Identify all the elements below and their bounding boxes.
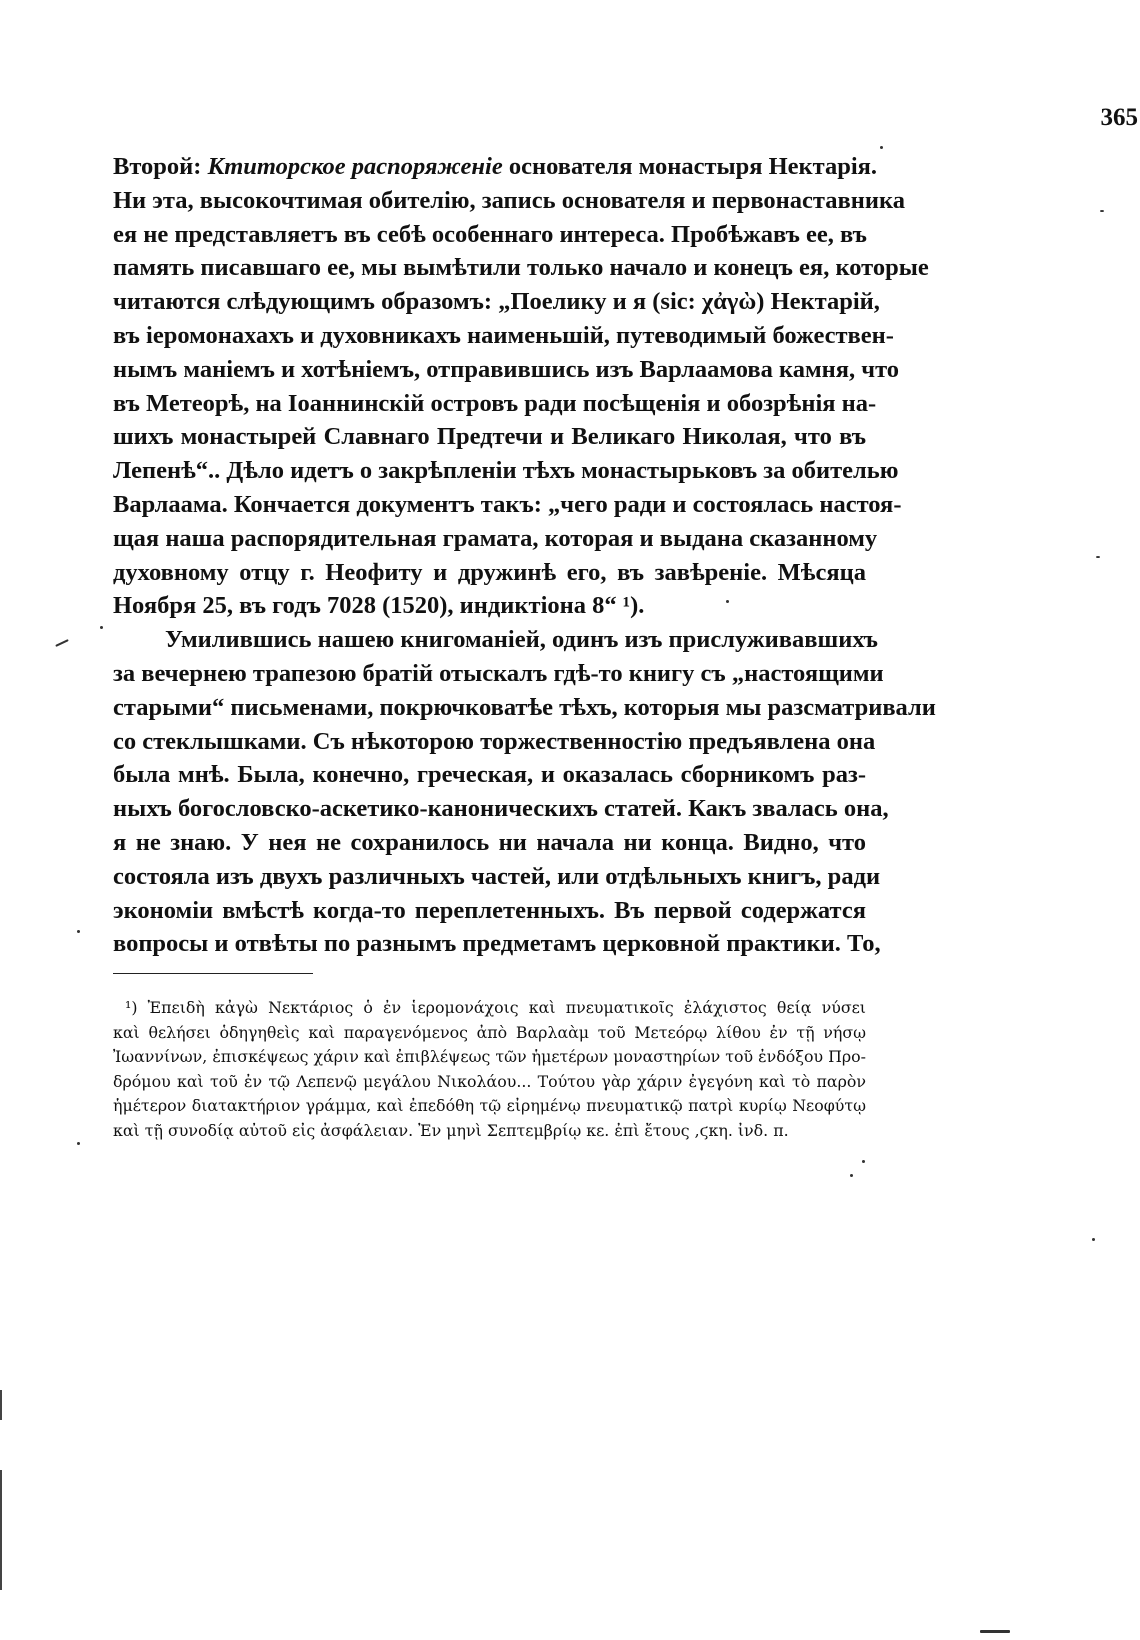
text-line: была мнѣ. Была, конечно, греческая, и оказалась сборникомъ раз- — [113, 761, 866, 789]
scan-speck — [726, 600, 729, 603]
text-line: вопросы и отвѣты по разнымъ предметамъ церковной практики. То, — [113, 930, 881, 958]
text-line — [113, 150, 878, 184]
text-line: Варлаама. Кончается документъ такъ: „чего ради и состоялась настоя- — [113, 490, 902, 518]
text-line: духовному отцу г. Неофиту и дружинѣ его, въ завѣреніе. Мѣсяца — [113, 558, 866, 586]
scan-speck — [880, 146, 883, 149]
footnote-line: δρόμου καὶ τοῦ ἐν τῷ Λεπενῷ μεγάλου Νικολάου... Τούτου γὰρ χάριν ἐγεγόνη καὶ τὸ παρὸν — [113, 1071, 866, 1091]
footnote-line: Ἰωαννίνων, ἐπισκέψεως χάριν καὶ ἐπιβλέψεως τῶν ἡμετέρων μοναστηρίων τοῦ ἐνδόξου Προ- — [113, 1047, 866, 1067]
text-line: память писавшаго ее, мы вымѣтили только начало и конецъ ея, которые — [113, 254, 929, 282]
scan-speck — [1100, 210, 1104, 212]
text-line: Ни эта, высокочтимая обителію, запись основателя и первонаставника — [113, 186, 905, 214]
text-line: нымъ маніемъ и хотѣніемъ, отправившись изъ Варлаамова камня, что — [113, 355, 900, 383]
text-run: Второй: — [113, 153, 208, 180]
text-line: шихъ монастырей Славнаго Предтечи и Великаго Николая, что въ — [113, 423, 866, 451]
footnote-line: καὶ θελήσει ὁδηγηθεὶς καὶ παραγενόμενος ἀπὸ Βαρλαὰμ τοῦ Μετεόρῳ λίθου ἐν τῇ νήσῳ — [113, 1022, 866, 1042]
text-line: состояла изъ двухъ различныхъ частей, или отдѣльныхъ книгъ, ради — [113, 862, 881, 890]
scan-speck — [100, 626, 103, 629]
text-line: за вечернею трапезою братій отыскалъ гдѣ-то книгу съ „настоящими — [113, 659, 884, 687]
italic-title: Ктиторское распоряженіе — [207, 153, 503, 180]
text-line: читаются слѣдующимъ образомъ: „Поелику и я (sic: χἀγὼ) Нектарій, — [113, 288, 880, 316]
footnote-line: ¹) Ἐπειδὴ κἀγὼ Νεκτάριος ὁ ἐν ἱερομονάχοις καὶ πνευματικοῖς ἐλάχιστος θείᾳ νύσει — [125, 998, 866, 1017]
text-line: старыми“ письменами, покрючковатѣе тѣхъ, которыя мы разсматривали — [113, 693, 936, 721]
scan-speck — [77, 1142, 80, 1145]
text-line: Ноября 25, въ годъ 7028 (1520), индиктіона 8“ ¹). — [113, 592, 645, 620]
text-line: въ Метеорѣ, на Іоаннинскій островъ ради посѣщенія и обозрѣнія на- — [113, 389, 877, 417]
main-text — [113, 150, 936, 961]
text-line: Умилившись нашею книгоманіей, одинъ изъ прислуживавшихъ — [165, 626, 878, 654]
scan-speck — [980, 1630, 1010, 1633]
scan-speck — [1092, 1238, 1095, 1241]
text-line: щая наша распорядительная грамата, которая и выдана сказанному — [113, 524, 878, 552]
scan-speck — [77, 930, 80, 933]
footnote-line: ἡμέτερον διατακτήριον γράμμα, καὶ ἐπεδόθη τῷ εἰρημένῳ πνευματικῷ πατρὶ κυρίῳ Νεοφύτῳ — [113, 1096, 866, 1116]
scan-edge-mark — [0, 1470, 2, 1590]
text-line: ея не представляетъ въ себѣ особеннаго интереса. Пробѣжавъ ее, въ — [113, 220, 867, 248]
text-line: экономіи вмѣстѣ когда-то переплетенныхъ. Въ первой содержатся — [113, 896, 866, 924]
page-number: 365 — [1100, 104, 1138, 131]
text-line: я не знаю. У нея не сохранилось ни начала ни конца. Видно, что — [113, 828, 866, 856]
text-line: Лепенѣ“.. Дѣло идетъ о закрѣпленіи тѣхъ монастырьковъ за обителью — [113, 457, 899, 485]
footnote — [113, 996, 866, 1144]
scan-speck — [862, 1160, 865, 1163]
footnote-line: καὶ τῇ συνοδίᾳ αὐτοῦ εἰς ἀσφάλειαν. Ἐν μηνὶ Σεπτεμβρίῳ κε. ἐπὶ ἔτους ,ϛκη. ἰνδ. π. — [113, 1120, 789, 1140]
scan-speck — [1096, 556, 1100, 558]
scan-speck — [850, 1174, 853, 1177]
text-run: основателя монастыря Нектарія. — [502, 153, 878, 180]
scan-speck — [55, 639, 69, 647]
text-line: ныхъ богословско-аскетико-каноническихъ статей. Какъ звалась она, — [113, 795, 889, 823]
footnote-divider — [113, 973, 313, 974]
text-line: со стеклышками. Съ нѣкоторою торжественностію предъявлена она — [113, 727, 876, 755]
text-line: въ іеромонахахъ и духовникахъ наименьшій, путеводимый божествен- — [113, 321, 894, 349]
scan-edge-mark — [0, 1390, 2, 1420]
